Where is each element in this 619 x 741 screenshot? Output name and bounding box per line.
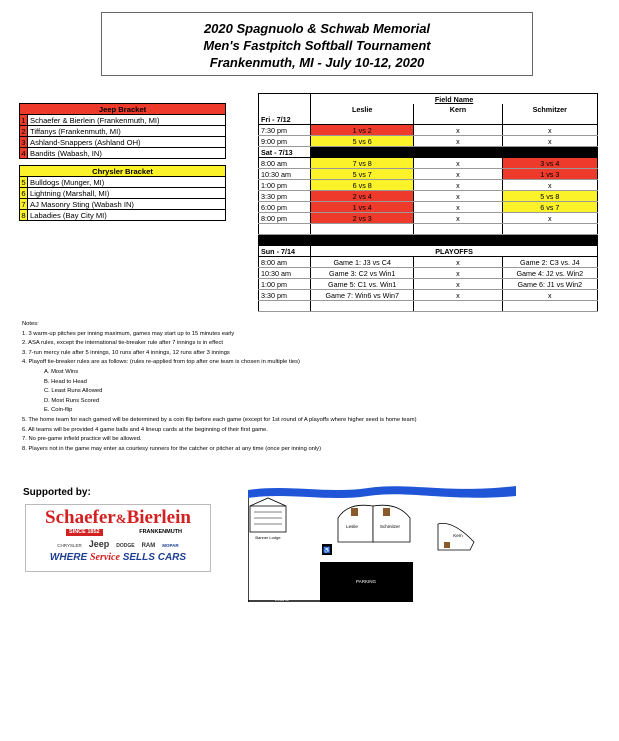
- schedule-row: [259, 268, 598, 279]
- game-time: 6:00 pm: [259, 202, 311, 213]
- game-leslie: Game 7: Win6 vs Win7: [311, 290, 414, 301]
- game-leslie: 5 vs 7: [311, 169, 414, 180]
- sponsor-logo: [25, 504, 211, 572]
- seed: 2: [21, 126, 26, 136]
- schedule-row: [259, 158, 598, 169]
- note-item: 6. All teams will be provided 4 game balls and 4 lineup cards at the beginning of their first game.: [22, 426, 268, 433]
- brand-dodge: DODGE: [116, 543, 135, 549]
- team-name: AJ Masonry Sting (Wabash IN): [28, 199, 226, 210]
- game-schmitzer: x: [502, 125, 597, 136]
- schedule-row: [259, 136, 598, 147]
- notes-section: [22, 320, 612, 454]
- schedule-row: [259, 257, 598, 268]
- day-label-sat: Sat - 7/13: [259, 147, 311, 158]
- note-item: 8. Players not in the game may enter as courtesy runners for the catcher or pitcher at any time (once per inning only): [22, 445, 322, 452]
- day-label-fri: Fri - 7/12: [259, 114, 311, 125]
- team-name: Ashland-Snappers (Ashland OH): [28, 137, 226, 148]
- seed: 7: [21, 199, 26, 209]
- game-time: 8:00 am: [259, 257, 311, 268]
- field-header-schmitzer: Schmitzer: [502, 104, 597, 114]
- jeep-bracket: [19, 103, 226, 159]
- team-name: Tiffanys (Frankenmuth, MI): [28, 126, 226, 137]
- bracket-row: [20, 188, 226, 199]
- game-schmitzer: x: [502, 180, 597, 191]
- team-name: Bandits (Wabash, IN): [28, 148, 226, 159]
- note-sub-item: B. Head to Head: [44, 378, 87, 385]
- game-schmitzer: 3 vs 4: [502, 158, 597, 169]
- seed: 8: [21, 210, 26, 220]
- game-time: 3:30 pm: [259, 290, 311, 301]
- map-label-kern: Kern: [453, 533, 463, 538]
- note-item: 3. 7-run mercy rule after 5 innings, 10 runs after 4 innings, 12 runs after 3 innings: [22, 349, 230, 356]
- schedule-row: [259, 290, 598, 301]
- brand-chrysler: CHRYSLER: [57, 543, 82, 548]
- bracket-row: [20, 137, 226, 148]
- schedule-row: [259, 169, 598, 180]
- map-label-schmitzer: Schmitzer: [379, 524, 401, 529]
- game-time: 8:00 am: [259, 158, 311, 169]
- note-sub-item: D. Most Runs Scored: [44, 397, 100, 404]
- team-name: Bulldogs (Munger, MI): [28, 177, 226, 188]
- game-schmitzer: Game 4: J2 vs. Win2: [502, 268, 597, 279]
- bracket-row: [20, 177, 226, 188]
- brand-jeep: Jeep: [88, 539, 110, 549]
- game-time: 7:30 pm: [259, 125, 311, 136]
- slogan-sells: SELLS CARS: [122, 552, 187, 563]
- game-kern: x: [414, 290, 502, 301]
- note-item: 4. Playoff tie-breaker rules are as follows: (rules re-applied from top after one team is chosen in multiple ties): [22, 359, 300, 366]
- seed: 4: [21, 148, 26, 158]
- team-name: Labadies (Bay City MI): [28, 210, 226, 221]
- brand-ram: RAM: [141, 543, 156, 549]
- seed: 5: [21, 177, 26, 187]
- notes-heading: Notes:: [22, 321, 39, 327]
- note-sub-item: E. Coin-flip: [44, 407, 73, 414]
- game-time: 8:00 pm: [259, 213, 311, 224]
- game-kern: x: [414, 279, 502, 290]
- bracket-row: [20, 148, 226, 159]
- game-kern: x: [414, 169, 502, 180]
- game-time: 10:30 am: [259, 169, 311, 180]
- game-kern: x: [414, 257, 502, 268]
- game-time: 1:00 pm: [259, 279, 311, 290]
- playoffs-label: PLAYOFFS: [311, 246, 598, 257]
- tournament-title: [101, 12, 533, 76]
- game-schmitzer: 5 vs 8: [502, 191, 597, 202]
- supported-by-label: Supported by:: [23, 487, 91, 498]
- schedule-row: [259, 180, 598, 191]
- game-schmitzer: 6 vs 7: [502, 202, 597, 213]
- game-time: 3:30 pm: [259, 191, 311, 202]
- field-header-leslie: Leslie: [311, 104, 414, 114]
- game-leslie: 1 vs 4: [311, 202, 414, 213]
- title-line-1: 2020 Spagnuolo & Schwab Memorial: [203, 21, 431, 36]
- game-leslie: Game 3: C2 vs Win1: [311, 268, 414, 279]
- note-sub-item: A. Most Wins: [44, 368, 79, 375]
- field-header-kern: Kern: [414, 104, 502, 114]
- note-item: 5. The home team for each gamed will be determined by a coin flip before each game (except for 1st round of A playoffs where higher seed is home team): [22, 416, 417, 423]
- seed: 6: [21, 188, 26, 198]
- schedule-row: [259, 279, 598, 290]
- sponsor-amp: &: [115, 511, 127, 526]
- team-name: Schaefer & Bierlein (Frankenmuth, MI): [28, 115, 226, 126]
- field-name-header: Field Name: [434, 94, 474, 104]
- game-schmitzer: Game 6: J1 vs Win2: [502, 279, 597, 290]
- game-kern: x: [414, 180, 502, 191]
- game-leslie: Game 1: J3 vs C4: [311, 257, 414, 268]
- team-name: Lightning (Marshall, MI): [28, 188, 226, 199]
- banner-lodge-icon: [250, 506, 286, 532]
- field-map: [248, 484, 516, 602]
- game-leslie: 2 vs 3: [311, 213, 414, 224]
- seed: 1: [21, 115, 26, 125]
- sponsor-city: FRANKENMUTH: [139, 529, 182, 535]
- bracket-row: [20, 115, 226, 126]
- note-item: 7. No pre-game infield practice will be allowed.: [22, 436, 142, 443]
- schedule-table: [258, 93, 598, 312]
- game-time: 1:00 pm: [259, 180, 311, 191]
- game-schmitzer: x: [502, 290, 597, 301]
- game-leslie: 7 vs 8: [311, 158, 414, 169]
- sponsor-name-right: Bierlein: [126, 507, 191, 528]
- game-leslie: Game 5: C1 vs. Win1: [311, 279, 414, 290]
- game-kern: x: [414, 268, 502, 279]
- svg-text:♿: ♿: [323, 548, 331, 554]
- note-sub-item: C. Least Runs Allowed: [44, 388, 103, 395]
- note-item: 1. 3 warm-up pitches per inning maximum, games may start up to 15 minutes early: [22, 330, 235, 337]
- game-kern: x: [414, 202, 502, 213]
- sponsor-name-left: Schaefer: [45, 507, 116, 528]
- game-schmitzer: 1 vs 3: [502, 169, 597, 180]
- game-leslie: 1 vs 2: [311, 125, 414, 136]
- road-label: Weiss St.: [274, 598, 290, 602]
- note-item: 2. ASA rules, except the international tie-breaker rule after 7 innings is in effect: [22, 340, 223, 347]
- game-schmitzer: x: [502, 213, 597, 224]
- game-leslie: 2 vs 4: [311, 191, 414, 202]
- slogan-where: WHERE: [49, 552, 88, 563]
- game-leslie: 6 vs 8: [311, 180, 414, 191]
- dugout-leslie-icon: [351, 508, 358, 516]
- bracket-row: [20, 210, 226, 221]
- building-label: Banner Lodge: [255, 535, 281, 540]
- game-leslie: 5 vs 6: [311, 136, 414, 147]
- game-schmitzer: x: [502, 136, 597, 147]
- game-kern: x: [414, 191, 502, 202]
- river-shape: [248, 486, 516, 498]
- map-label-leslie: Leslie: [346, 524, 358, 529]
- title-line-3: Frankenmuth, MI - July 10-12, 2020: [209, 55, 425, 70]
- day-label-sun: Sun - 7/14: [259, 246, 311, 257]
- game-schmitzer: Game 2: C3 vs. J4: [502, 257, 597, 268]
- seed: 3: [21, 137, 26, 147]
- schedule-row: [259, 191, 598, 202]
- schedule-row: [259, 202, 598, 213]
- game-kern: x: [414, 136, 502, 147]
- slogan-service: Service: [89, 552, 120, 563]
- game-kern: x: [414, 125, 502, 136]
- bracket-row: [20, 126, 226, 137]
- jeep-bracket-header: Jeep Bracket: [20, 104, 226, 115]
- dugout-schmitzer-icon: [383, 508, 390, 516]
- lodge-roof-icon: [250, 498, 286, 506]
- game-time: 10:30 am: [259, 268, 311, 279]
- dugout-kern-icon: [444, 542, 450, 548]
- game-kern: x: [414, 158, 502, 169]
- schedule-row: [259, 125, 598, 136]
- map-label-parking: PARKING: [356, 579, 376, 584]
- chrysler-bracket-header: Chrysler Bracket: [20, 166, 226, 177]
- sponsor-since: SINCE 1852: [66, 529, 103, 536]
- chrysler-bracket: [19, 165, 226, 221]
- schedule-row: [259, 213, 598, 224]
- bracket-row: [20, 199, 226, 210]
- title-line-2: Men's Fastpitch Softball Tournament: [203, 38, 431, 53]
- game-kern: x: [414, 213, 502, 224]
- brand-mopar: MOPAR: [162, 543, 179, 548]
- game-time: 9:00 pm: [259, 136, 311, 147]
